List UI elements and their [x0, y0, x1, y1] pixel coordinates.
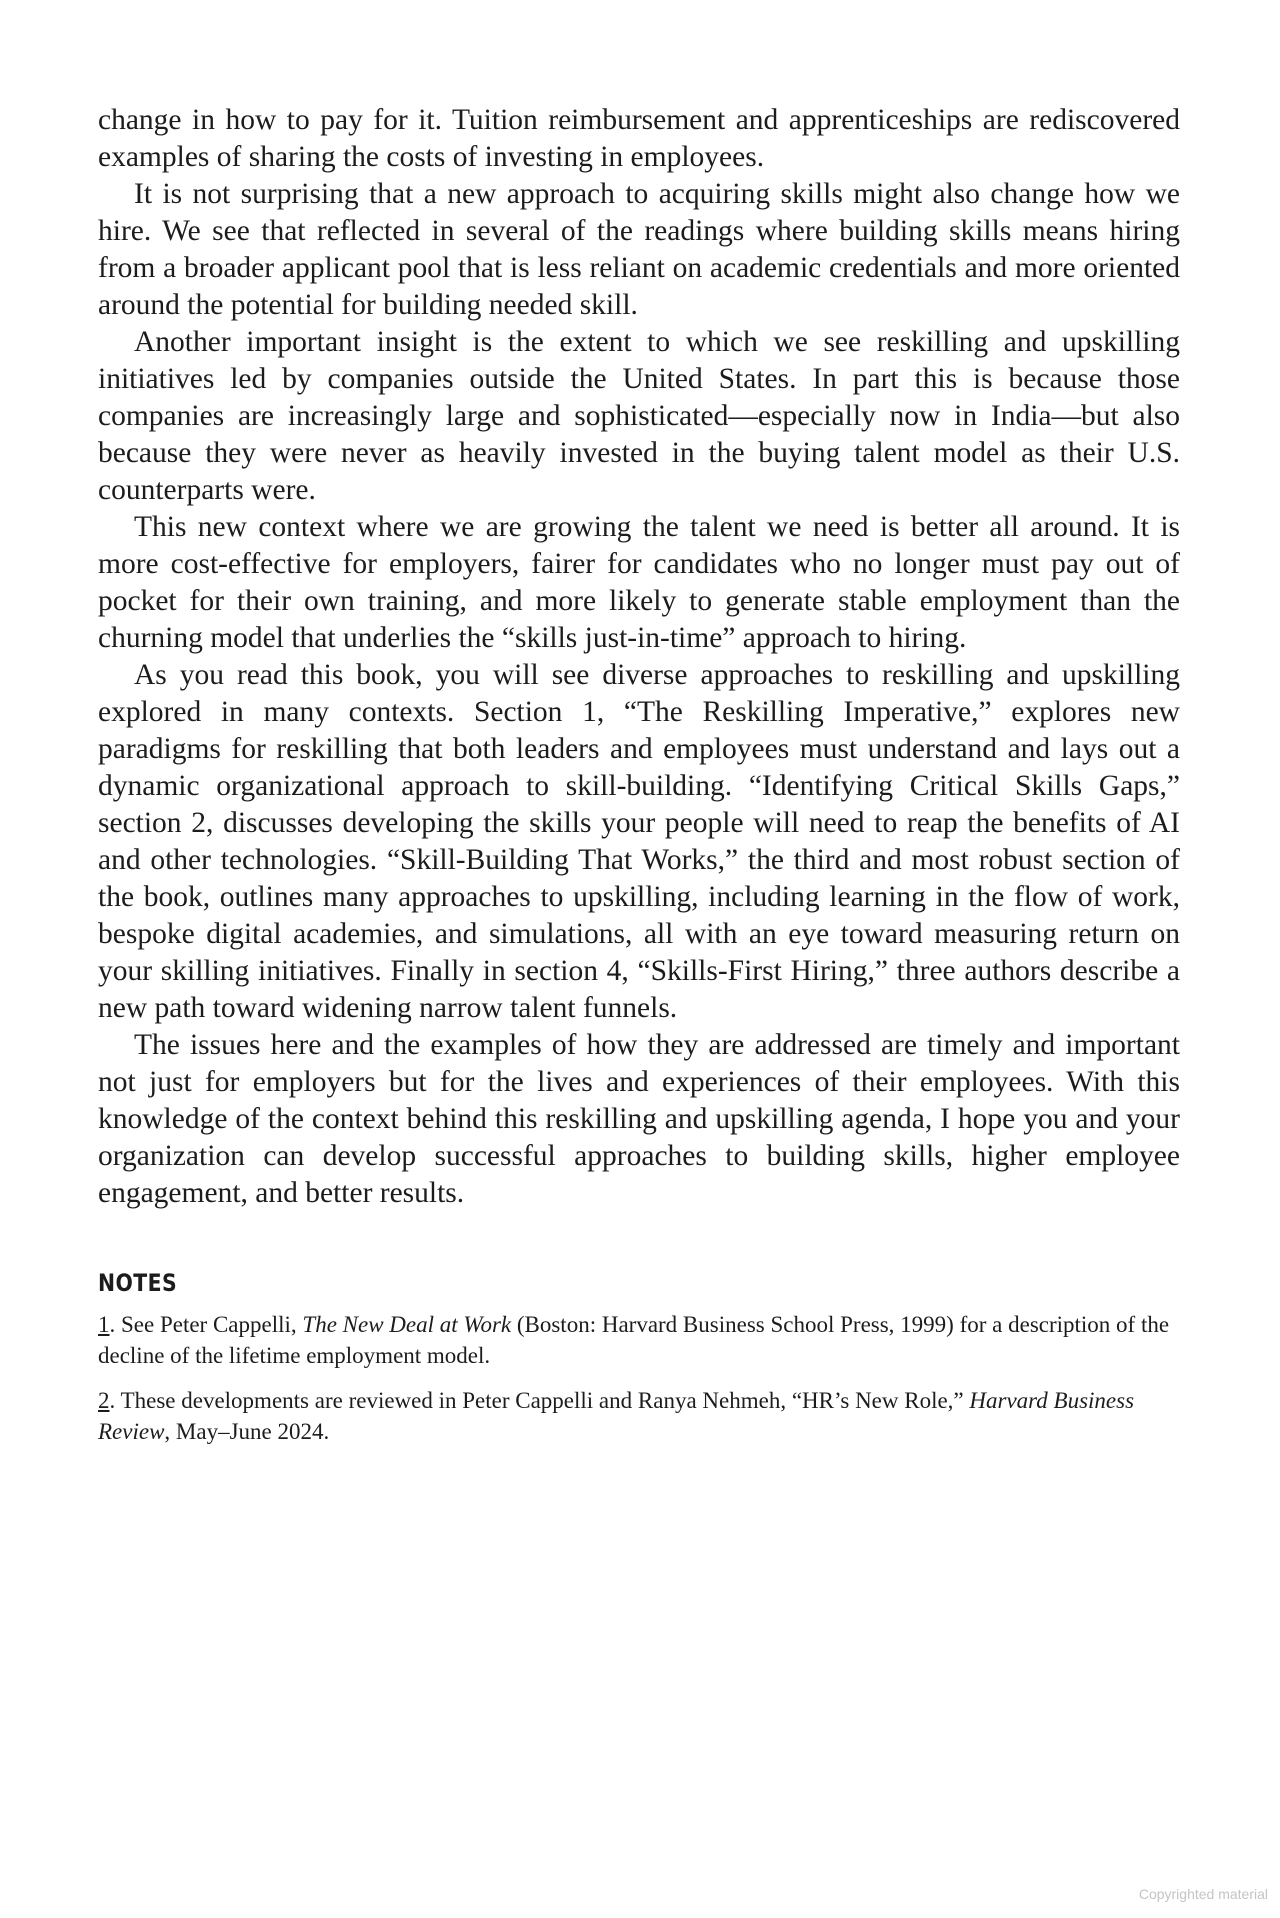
note-text: (Boston: Harvard Business School Press, 1999) for a description of the decline of the lifetime employment model.	[98, 1312, 1170, 1368]
body-paragraph: It is not surprising that a new approach to acquiring skills might also change how we hire. We see that reflected in several of the readings where building skills means hiring from a broader applicant pool that is less reliant on academic credentials and more oriented around the potential for building needed skill.	[98, 178, 1180, 321]
body-paragraph: As you read this book, you will see diverse approaches to reskilling and upskilling explored in many contexts. Section 1, “The Reskilling Imperative,” explores new paradigms for reskilling that both leaders and employees must understand and lays out a dynamic organizational approach to skill-building. “Identifying Critical Skills Gaps,” section 2, discusses developing the skills your people will need to reap the benefits of AI and other technologies. “Skill-Building That Works,” the third and most robust section of the book, outlines many approaches to upskilling, including learning in the flow of work, bespoke digital academies, and simulations, all with an eye toward measuring return on your skilling initiatives. Finally in section 4, “Skills-First Hiring,” three authors describe a new path toward widening narrow talent funnels.	[98, 659, 1180, 1024]
note-item	[98, 1309, 1180, 1371]
note-text: . See Peter Cappelli,	[109, 1312, 303, 1337]
body-paragraph: change in how to pay for it. Tuition reimbursement and apprenticeships are rediscovered examples of sharing the costs of investing in employees.	[98, 104, 1180, 173]
copyright-watermark: Copyrighted material	[1138, 1886, 1268, 1902]
notes-heading: NOTES	[98, 1269, 178, 1297]
note-text: , May–June 2024.	[164, 1419, 330, 1444]
body-paragraph: This new context where we are growing the talent we need is better all around. It is more cost-effective for employers, fairer for candidates who no longer must pay out of pocket for their own training, and more likely to generate stable employment than the churning model that underlies the “skills just-in-time” approach to hiring.	[98, 511, 1180, 654]
note-number-link[interactable]: 1	[98, 1312, 110, 1337]
note-cited-title: Harvard Business Review	[98, 1388, 1135, 1444]
note-cited-title: The New Deal at Work	[302, 1312, 512, 1337]
body-text	[98, 102, 1180, 1212]
page-content	[98, 102, 1180, 1447]
body-paragraph: The issues here and the examples of how they are addressed are timely and important not just for employers but for the lives and experiences of their employees. With this knowledge of the context behind this reskilling and upskilling agenda, I hope you and your organization can develop successful approaches to building skills, higher employee engagement, and better results.	[98, 1029, 1180, 1209]
note-text: . These developments are reviewed in Peter Cappelli and Ranya Nehmeh, “HR’s New Role,”	[109, 1388, 970, 1413]
body-paragraph: Another important insight is the extent to which we see reskilling and upskilling initiatives led by companies outside the United States. In part this is because those companies are increasingly large and sophisticated—especially now in India—but also because they were never as heavily invested in the buying talent model as their U.S. counterparts were.	[98, 326, 1180, 506]
notes-section	[98, 1267, 1180, 1447]
note-number-link[interactable]: 2	[98, 1388, 110, 1413]
note-item	[98, 1385, 1180, 1447]
